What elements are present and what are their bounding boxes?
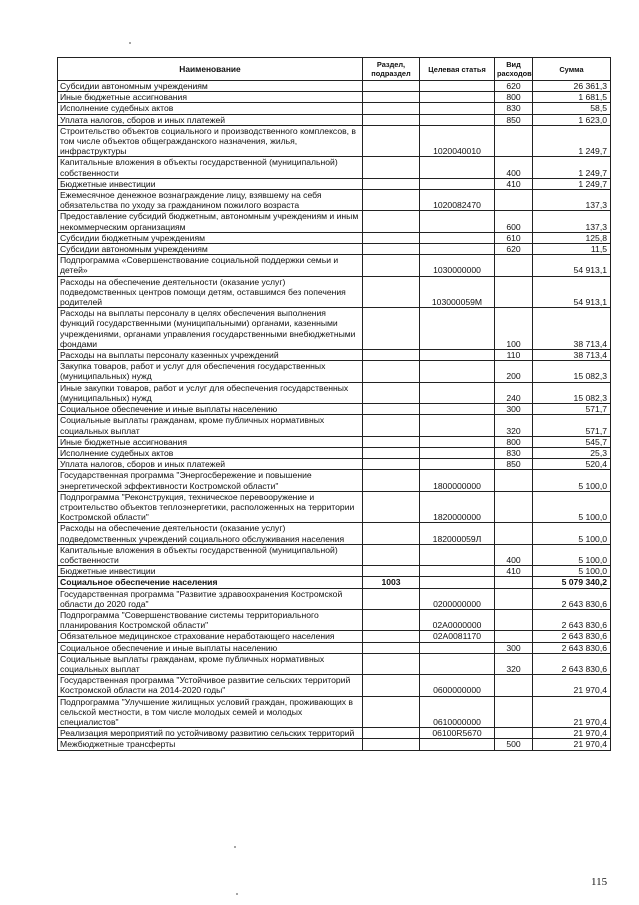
cell-sum: 21 970,4 (533, 675, 611, 696)
cell-type (495, 125, 533, 157)
table-row (58, 459, 611, 470)
cell-type: 830 (495, 447, 533, 458)
cell-sum: 137,3 (533, 211, 611, 232)
cell-target (420, 459, 495, 470)
cell-section (363, 436, 420, 447)
cell-target (420, 81, 495, 92)
header-type: Вид расходов (495, 58, 533, 81)
cell-sum: 5 100,0 (533, 491, 611, 523)
cell-name: Бюджетные инвестиции (58, 566, 363, 577)
table-row (58, 470, 611, 491)
cell-name: Межбюджетные трансферты (58, 739, 363, 750)
cell-section (363, 491, 420, 523)
table-row (58, 211, 611, 232)
cell-target (420, 157, 495, 178)
cell-name: Социальные выплаты гражданам, кроме публичных нормативных социальных выплат (58, 415, 363, 436)
cell-name: Подпрограмма «Совершенствование социальной поддержки семьи и детей» (58, 255, 363, 276)
cell-name: Государственная программа "Энергосбережение и повышение энергетической эффективности Костромской области" (58, 470, 363, 491)
cell-target (420, 566, 495, 577)
cell-type: 320 (495, 653, 533, 674)
cell-target (420, 361, 495, 382)
cell-name: Субсидии автономным учреждениям (58, 244, 363, 255)
cell-type: 410 (495, 178, 533, 189)
cell-type: 300 (495, 404, 533, 415)
cell-sum: 520,4 (533, 459, 611, 470)
cell-target: 02А0081170 (420, 631, 495, 642)
cell-section (363, 470, 420, 491)
cell-name: Иные бюджетные ассигнования (58, 436, 363, 447)
header-target: Целевая статья (420, 58, 495, 81)
cell-target (420, 404, 495, 415)
cell-sum: 2 643 830,6 (533, 631, 611, 642)
table-row (58, 178, 611, 189)
cell-section (363, 523, 420, 544)
table-row (58, 125, 611, 157)
cell-name: Ежемесячное денежное вознаграждение лицу, взявшему на себя обязательства по уходу за гражданином пожилого возраста (58, 190, 363, 211)
cell-name: Строительство объектов социального и производственного комплексов, в том числе объектов общегражданского назначения, жилья, инфраструктуры (58, 125, 363, 157)
table-row (58, 653, 611, 674)
header-section: Раздел, подраздел (363, 58, 420, 81)
cell-section (363, 642, 420, 653)
cell-sum: 15 082,3 (533, 361, 611, 382)
cell-type: 110 (495, 350, 533, 361)
cell-target: 0200000000 (420, 588, 495, 609)
cell-name: Подпрограмма "Улучшение жилищных условий граждан, проживающих в сельской местности, в том числе молодых семей и молодых специалистов" (58, 696, 363, 728)
header-sum: Сумма (533, 58, 611, 81)
cell-type: 400 (495, 157, 533, 178)
table-row (58, 436, 611, 447)
cell-type: 800 (495, 92, 533, 103)
cell-name: Иные бюджетные ассигнования (58, 92, 363, 103)
cell-name: Капитальные вложения в объекты государственной (муниципальной) собственности (58, 157, 363, 178)
cell-sum: 2 643 830,6 (533, 609, 611, 630)
cell-type: 320 (495, 415, 533, 436)
scan-speck (234, 846, 236, 848)
cell-name: Уплата налогов, сборов и иных платежей (58, 459, 363, 470)
header-name: Наименование (58, 58, 363, 81)
cell-sum: 5 100,0 (533, 470, 611, 491)
cell-section (363, 459, 420, 470)
table-row (58, 350, 611, 361)
cell-section (363, 125, 420, 157)
cell-target (420, 232, 495, 243)
budget-table (57, 57, 611, 751)
cell-type (495, 276, 533, 308)
cell-sum: 125,8 (533, 232, 611, 243)
table-row (58, 103, 611, 114)
cell-section (363, 544, 420, 565)
cell-target (420, 415, 495, 436)
cell-type: 850 (495, 114, 533, 125)
cell-type: 610 (495, 232, 533, 243)
cell-name: Бюджетные инвестиции (58, 178, 363, 189)
table-row (58, 631, 611, 642)
cell-name: Исполнение судебных актов (58, 103, 363, 114)
cell-target: 1030000000 (420, 255, 495, 276)
budget-table-page (57, 57, 610, 751)
cell-name: Государственная программа "Устойчивое развитие сельских территорий Костромской области на 2014-2020 годы" (58, 675, 363, 696)
cell-type (495, 255, 533, 276)
cell-name: Обязательное медицинское страхование неработающего населения (58, 631, 363, 642)
cell-name: Иные закупки товаров, работ и услуг для обеспечения государственных (муниципальных) нужд (58, 382, 363, 403)
cell-type (495, 491, 533, 523)
cell-sum: 571,7 (533, 404, 611, 415)
cell-name: Социальные выплаты гражданам, кроме публичных нормативных социальных выплат (58, 653, 363, 674)
cell-name: Расходы на выплаты персоналу в целях обеспечения выполнения функций государственными (муниципальными) органами, казенными учреждениями, органами управления государственными внебюджетными фондами (58, 308, 363, 350)
cell-section (363, 114, 420, 125)
cell-sum: 2 643 830,6 (533, 642, 611, 653)
table-row (58, 577, 611, 588)
cell-name: Социальное обеспечение населения (58, 577, 363, 588)
cell-section (363, 178, 420, 189)
cell-sum: 137,3 (533, 190, 611, 211)
cell-name: Субсидии автономным учреждениям (58, 81, 363, 92)
cell-target (420, 739, 495, 750)
cell-sum: 5 100,0 (533, 544, 611, 565)
cell-sum: 1 249,7 (533, 125, 611, 157)
cell-type: 240 (495, 382, 533, 403)
cell-section (363, 675, 420, 696)
cell-section (363, 653, 420, 674)
cell-sum: 11,5 (533, 244, 611, 255)
cell-sum: 54 913,1 (533, 255, 611, 276)
cell-section (363, 588, 420, 609)
cell-target (420, 544, 495, 565)
table-row (58, 566, 611, 577)
cell-name: Расходы на выплаты персоналу казенных учреждений (58, 350, 363, 361)
cell-sum: 58,5 (533, 103, 611, 114)
cell-sum: 545,7 (533, 436, 611, 447)
table-row (58, 609, 611, 630)
cell-type (495, 631, 533, 642)
cell-section (363, 244, 420, 255)
table-row (58, 739, 611, 750)
table-row (58, 361, 611, 382)
cell-section (363, 609, 420, 630)
cell-section (363, 276, 420, 308)
cell-section (363, 81, 420, 92)
cell-type: 500 (495, 739, 533, 750)
cell-type: 620 (495, 244, 533, 255)
cell-target: 06100R5670 (420, 728, 495, 739)
cell-type: 830 (495, 103, 533, 114)
cell-target (420, 92, 495, 103)
cell-sum: 571,7 (533, 415, 611, 436)
cell-name: Социальное обеспечение и иные выплаты населению (58, 642, 363, 653)
cell-target: 1820000000 (420, 491, 495, 523)
cell-sum: 21 970,4 (533, 739, 611, 750)
cell-target (420, 103, 495, 114)
cell-target (420, 447, 495, 458)
cell-target (420, 653, 495, 674)
table-row (58, 190, 611, 211)
table-row (58, 276, 611, 308)
cell-section (363, 350, 420, 361)
cell-target (420, 114, 495, 125)
cell-sum: 2 643 830,6 (533, 588, 611, 609)
cell-sum: 5 100,0 (533, 523, 611, 544)
cell-section (363, 404, 420, 415)
cell-type (495, 190, 533, 211)
cell-name: Исполнение судебных актов (58, 447, 363, 458)
cell-type: 410 (495, 566, 533, 577)
table-row (58, 382, 611, 403)
cell-type (495, 696, 533, 728)
cell-sum: 54 913,1 (533, 276, 611, 308)
cell-type: 600 (495, 211, 533, 232)
table-row (58, 447, 611, 458)
cell-name: Подпрограмма "Реконструкция, техническое перевооружение и строительство объектов теплоэнергетики, расположенных на территории Костромской области" (58, 491, 363, 523)
cell-section (363, 382, 420, 403)
cell-target: 182000059Л (420, 523, 495, 544)
table-row (58, 544, 611, 565)
cell-name: Социальное обеспечение и иные выплаты населению (58, 404, 363, 415)
cell-type (495, 470, 533, 491)
cell-target (420, 382, 495, 403)
cell-section (363, 92, 420, 103)
table-row (58, 415, 611, 436)
cell-section (363, 361, 420, 382)
cell-sum: 38 713,4 (533, 308, 611, 350)
cell-name: Субсидии бюджетным учреждениям (58, 232, 363, 243)
cell-section (363, 190, 420, 211)
cell-name: Расходы на обеспечение деятельности (оказание услуг) подведомственных центров помощи детям, оставшимся без попечения родителей (58, 276, 363, 308)
cell-section (363, 447, 420, 458)
cell-target (420, 308, 495, 350)
cell-type: 620 (495, 81, 533, 92)
cell-section (363, 308, 420, 350)
table-row (58, 642, 611, 653)
cell-target (420, 577, 495, 588)
cell-name: Расходы на обеспечение деятельности (оказание услуг) подведомственных учреждений социального обслуживания населения (58, 523, 363, 544)
table-row (58, 404, 611, 415)
table-row (58, 308, 611, 350)
table-row (58, 244, 611, 255)
cell-section (363, 739, 420, 750)
cell-sum: 25,3 (533, 447, 611, 458)
table-row (58, 114, 611, 125)
scan-speck (236, 893, 238, 895)
cell-target (420, 244, 495, 255)
cell-type (495, 728, 533, 739)
cell-name: Реализация мероприятий по устойчивому развитию сельских территорий (58, 728, 363, 739)
cell-sum: 21 970,4 (533, 728, 611, 739)
table-body (58, 81, 611, 751)
table-row (58, 157, 611, 178)
cell-sum: 26 361,3 (533, 81, 611, 92)
table-row (58, 92, 611, 103)
cell-sum: 1 249,7 (533, 157, 611, 178)
cell-target: 0610000000 (420, 696, 495, 728)
cell-type: 200 (495, 361, 533, 382)
table-row (58, 588, 611, 609)
table-row (58, 81, 611, 92)
table-row (58, 491, 611, 523)
cell-section (363, 728, 420, 739)
cell-section (363, 211, 420, 232)
cell-name: Капитальные вложения в объекты государственной (муниципальной) собственности (58, 544, 363, 565)
cell-section (363, 103, 420, 114)
cell-name: Предоставление субсидий бюджетным, автономным учреждениям и иным некоммерческим организациям (58, 211, 363, 232)
cell-section (363, 157, 420, 178)
cell-target (420, 350, 495, 361)
cell-sum: 5 079 340,2 (533, 577, 611, 588)
cell-type: 800 (495, 436, 533, 447)
table-row (58, 728, 611, 739)
table-row (58, 675, 611, 696)
cell-type (495, 675, 533, 696)
cell-section (363, 255, 420, 276)
cell-name: Уплата налогов, сборов и иных платежей (58, 114, 363, 125)
cell-target (420, 436, 495, 447)
cell-sum: 1 681,5 (533, 92, 611, 103)
cell-sum: 15 082,3 (533, 382, 611, 403)
scan-speck (129, 42, 131, 44)
cell-sum: 1 249,7 (533, 178, 611, 189)
cell-target: 1020040010 (420, 125, 495, 157)
cell-type: 400 (495, 544, 533, 565)
cell-type (495, 523, 533, 544)
cell-type (495, 609, 533, 630)
cell-type: 850 (495, 459, 533, 470)
cell-target (420, 211, 495, 232)
cell-section (363, 232, 420, 243)
cell-sum: 21 970,4 (533, 696, 611, 728)
cell-section (363, 415, 420, 436)
table-row (58, 523, 611, 544)
cell-type (495, 588, 533, 609)
table-row (58, 255, 611, 276)
cell-target: 02А0000000 (420, 609, 495, 630)
cell-target: 103000059М (420, 276, 495, 308)
cell-name: Закупка товаров, работ и услуг для обеспечения государственных (муниципальных) нужд (58, 361, 363, 382)
cell-target: 1020082470 (420, 190, 495, 211)
cell-section (363, 631, 420, 642)
cell-name: Подпрограмма "Совершенствование системы территориального планирования Костромской области" (58, 609, 363, 630)
cell-sum: 2 643 830,6 (533, 653, 611, 674)
cell-sum: 5 100,0 (533, 566, 611, 577)
page-number: 115 (591, 876, 608, 888)
table-row (58, 696, 611, 728)
cell-section (363, 696, 420, 728)
cell-type: 100 (495, 308, 533, 350)
cell-name: Государственная программа "Развитие здравоохранения Костромской области до 2020 года" (58, 588, 363, 609)
cell-target: 1800000000 (420, 470, 495, 491)
cell-target (420, 178, 495, 189)
cell-sum: 1 623,0 (533, 114, 611, 125)
cell-type (495, 577, 533, 588)
table-row (58, 232, 611, 243)
cell-type: 300 (495, 642, 533, 653)
cell-section (363, 566, 420, 577)
table-header-row (58, 58, 611, 81)
cell-target (420, 642, 495, 653)
cell-section: 1003 (363, 577, 420, 588)
cell-target: 0600000000 (420, 675, 495, 696)
cell-sum: 38 713,4 (533, 350, 611, 361)
